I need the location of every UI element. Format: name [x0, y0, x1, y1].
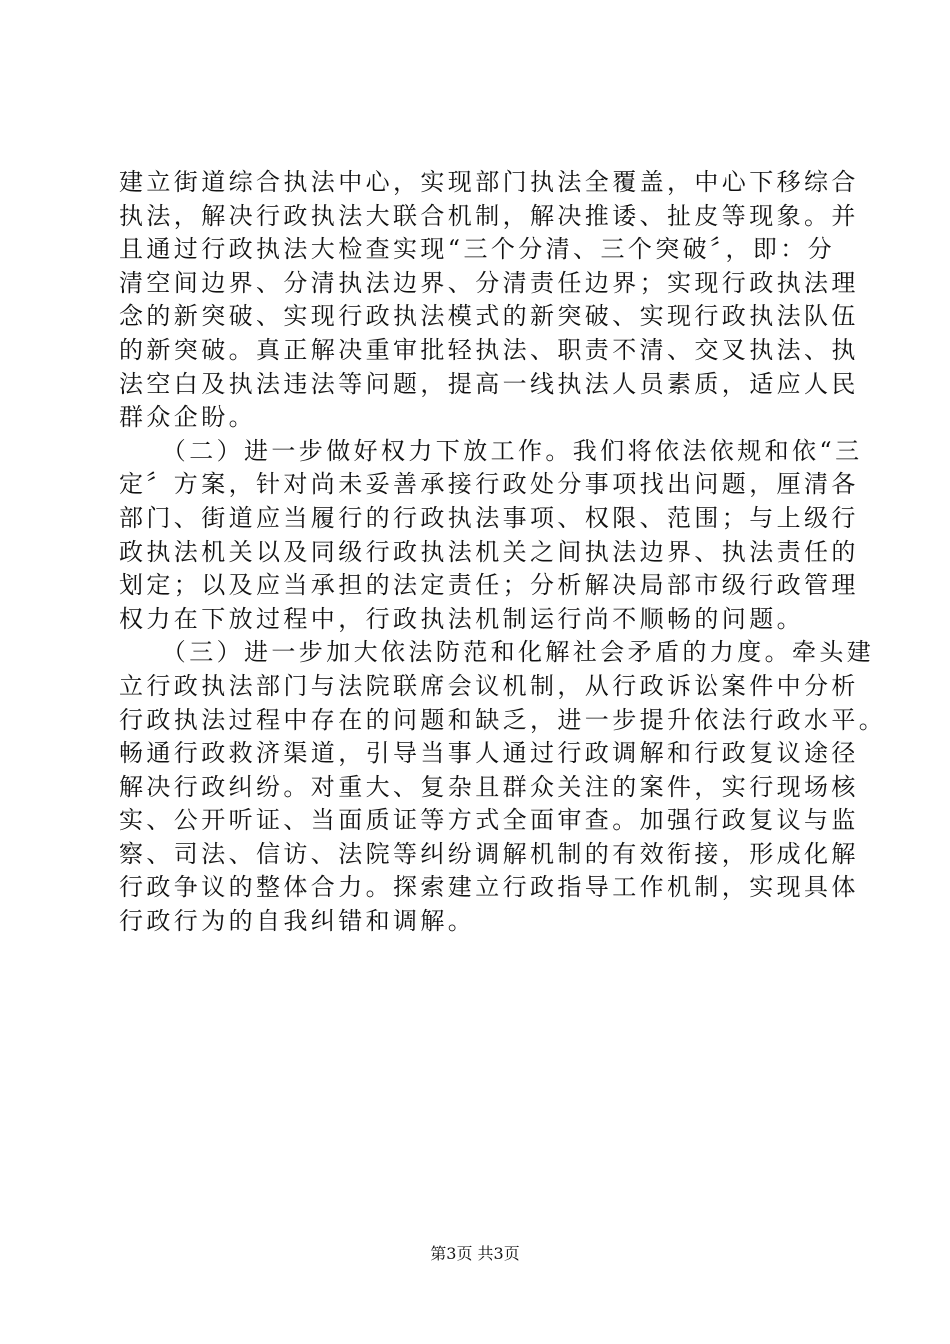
- text-line: 察、司法、信访、法院等纠纷调解机制的有效衔接，形成化解: [119, 839, 859, 868]
- text-line: 建立街道综合执法中心，实现部门执法全覆盖，中心下移综合: [119, 168, 859, 196]
- text-line: 行政行为的自我纠错和调解。: [119, 907, 476, 936]
- text-line: 解决行政纠纷。对重大、复杂且群众关注的案件，实行现场核: [119, 772, 859, 801]
- page-footer: [0, 1244, 950, 1264]
- text-line: 权力在下放过程中，行政执法机制运行尚不顺畅的问题。: [119, 604, 804, 633]
- text-line: （二）进一步做好权力下放工作。我们将依法依规和依“三: [119, 436, 863, 465]
- page-number-label: 第3页 共3页: [430, 1244, 520, 1263]
- text-line: 清空间边界、分清执法边界、分清责任边界；实现行政执法理: [119, 268, 859, 297]
- text-line: 法空白及执法违法等问题，提高一线执法人员素质，适应人民: [119, 369, 859, 398]
- text-line: 执法，解决行政执法大联合机制，解决推诿、扯皮等现象。并: [119, 201, 859, 230]
- text-line: 定〞方案，针对尚未妥善承接行政处分事项找出问题，厘清各: [119, 470, 859, 499]
- text-line: 政执法机关以及同级行政执法机关之间执法边界、执法责任的: [119, 537, 859, 566]
- text-line: 群众企盼。: [119, 403, 256, 432]
- text-line: 且通过行政执法大检查实现“三个分清、三个突破〞，即：分: [119, 235, 836, 264]
- text-line: 立行政执法部门与法院联席会议机制，从行政诉讼案件中分析: [119, 671, 859, 700]
- text-line: （三）进一步加大依法防范和化解社会矛盾的力度。牵头建: [119, 638, 875, 667]
- text-line: 部门、街道应当履行的行政执法事项、权限、范围；与上级行: [119, 503, 859, 532]
- document-body: [119, 166, 887, 939]
- text-line: 划定；以及应当承担的法定责任；分析解决局部市级行政管理: [119, 571, 859, 600]
- text-line: 的新突破。真正解决重审批轻执法、职责不清、交叉执法、执: [119, 335, 859, 364]
- text-line: 行政执法过程中存在的问题和缺乏，进一步提升依法行政水平。: [119, 705, 887, 734]
- text-line: 实、公开听证、当面质证等方式全面审查。加强行政复议与监: [119, 806, 859, 835]
- text-line: 念的新突破、实现行政执法模式的新突破、实现行政执法队伍: [119, 302, 859, 331]
- text-line: 畅通行政救济渠道，引导当事人通过行政调解和行政复议途径: [119, 739, 859, 768]
- text-line: 行政争议的整体合力。探索建立行政指导工作机制，实现具体: [119, 873, 859, 902]
